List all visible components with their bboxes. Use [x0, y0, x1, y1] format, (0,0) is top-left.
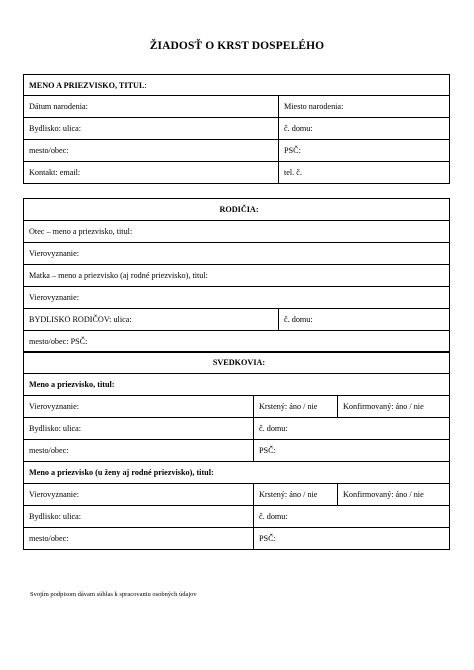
mother-name-field[interactable] — [24, 265, 450, 287]
dob-label: Dátum narodenia: — [29, 102, 88, 111]
consent-note: Svojím podpisom dávam súhlas k spracovaniu osobných údajov — [30, 591, 197, 598]
phone-label: tel. č. — [284, 168, 302, 177]
w2-name-field[interactable] — [24, 462, 450, 484]
house-no-field[interactable] — [279, 118, 450, 140]
w2-house-no-field[interactable] — [254, 506, 450, 528]
house-no-label: č. domu: — [284, 124, 313, 133]
parents-street-label: BYDLISKO RODIČOV: ulica: — [29, 315, 132, 324]
city-field[interactable] — [24, 140, 279, 162]
w1-street-field[interactable] — [24, 418, 254, 440]
w1-street-label: Bydlisko: ulica: — [29, 424, 82, 433]
parents-house-no-field[interactable] — [279, 309, 450, 331]
parents-city-zip-label: mesto/obec: PSČ: — [29, 337, 88, 346]
applicant-name-field[interactable] — [24, 75, 450, 96]
w1-confirmed-label: Konfirmovaný: áno / nie — [343, 402, 424, 411]
zip-field[interactable] — [279, 140, 450, 162]
parents-header: RODIČIA: — [24, 199, 450, 221]
w2-house-no-label: č. domu: — [259, 512, 288, 521]
witnesses-header: SVEDKOVIA: — [24, 352, 450, 374]
city-label: mesto/obec: — [29, 146, 69, 155]
dob-field[interactable] — [24, 96, 279, 118]
w2-name-label: Meno a priezvisko (u ženy aj rodné priezvisko), titul: — [29, 468, 214, 477]
w2-street-label: Bydlisko: ulica: — [29, 512, 82, 521]
w2-street-field[interactable] — [24, 506, 254, 528]
page-title: ŽIADOSŤ O KRST DOSPELÉHO — [149, 40, 325, 52]
w2-baptized-label: Krstený: áno / nie — [259, 490, 318, 499]
w1-religion-label: Vierovyznanie: — [29, 402, 79, 411]
w1-city-field[interactable] — [24, 440, 254, 462]
mother-religion-field[interactable] — [24, 287, 450, 309]
w1-zip-field[interactable] — [254, 440, 450, 462]
w1-baptized-field[interactable] — [254, 396, 338, 418]
w1-zip-label: PSČ: — [259, 446, 276, 455]
w2-religion-label: Vierovyznanie: — [29, 490, 79, 499]
applicant-name-colon: : — [144, 80, 147, 90]
w2-zip-field[interactable] — [254, 528, 450, 550]
parents-street-field[interactable] — [24, 309, 279, 331]
parents-city-zip-field[interactable] — [24, 331, 450, 353]
father-religion-label: Vierovyznanie: — [29, 249, 79, 258]
w2-religion-field[interactable] — [24, 484, 254, 506]
w1-baptized-label: Krstený: áno / nie — [259, 402, 318, 411]
street-field[interactable] — [24, 118, 279, 140]
witnesses-section — [23, 351, 450, 550]
street-label: Bydlisko: ulica: — [29, 124, 82, 133]
w1-name-field[interactable] — [24, 374, 450, 396]
w2-zip-label: PSČ: — [259, 534, 276, 543]
mother-religion-label: Vierovyznanie: — [29, 293, 79, 302]
w2-baptized-field[interactable] — [254, 484, 338, 506]
email-field[interactable] — [24, 162, 279, 184]
pob-label: Miesto narodenia: — [284, 102, 344, 111]
applicant-name-label: MENO A PRIEZVISKO, TITUL — [29, 80, 145, 90]
w1-name-label: Meno a priezvisko, titul: — [29, 380, 115, 389]
mother-name-label: Matka – meno a priezvisko (aj rodné priezvisko), titul: — [29, 271, 208, 280]
w1-confirmed-field[interactable] — [338, 396, 450, 418]
w1-house-no-label: č. domu: — [259, 424, 288, 433]
father-religion-field[interactable] — [24, 243, 450, 265]
w2-confirmed-label: Konfirmovaný: áno / nie — [343, 490, 424, 499]
email-label: Kontakt: email: — [29, 168, 81, 177]
w1-religion-field[interactable] — [24, 396, 254, 418]
father-name-label: Otec – meno a priezvisko, titul: — [29, 227, 133, 236]
pob-field[interactable] — [279, 96, 450, 118]
w2-confirmed-field[interactable] — [338, 484, 450, 506]
father-name-field[interactable] — [24, 221, 450, 243]
zip-label: PSČ: — [284, 146, 301, 155]
w1-house-no-field[interactable] — [254, 418, 450, 440]
parents-section — [23, 198, 450, 353]
phone-field[interactable] — [279, 162, 450, 184]
parents-house-no-label: č. domu: — [284, 315, 313, 324]
applicant-section — [23, 74, 450, 184]
w1-city-label: mesto/obec: — [29, 446, 69, 455]
w2-city-field[interactable] — [24, 528, 254, 550]
w2-city-label: mesto/obec: — [29, 534, 69, 543]
